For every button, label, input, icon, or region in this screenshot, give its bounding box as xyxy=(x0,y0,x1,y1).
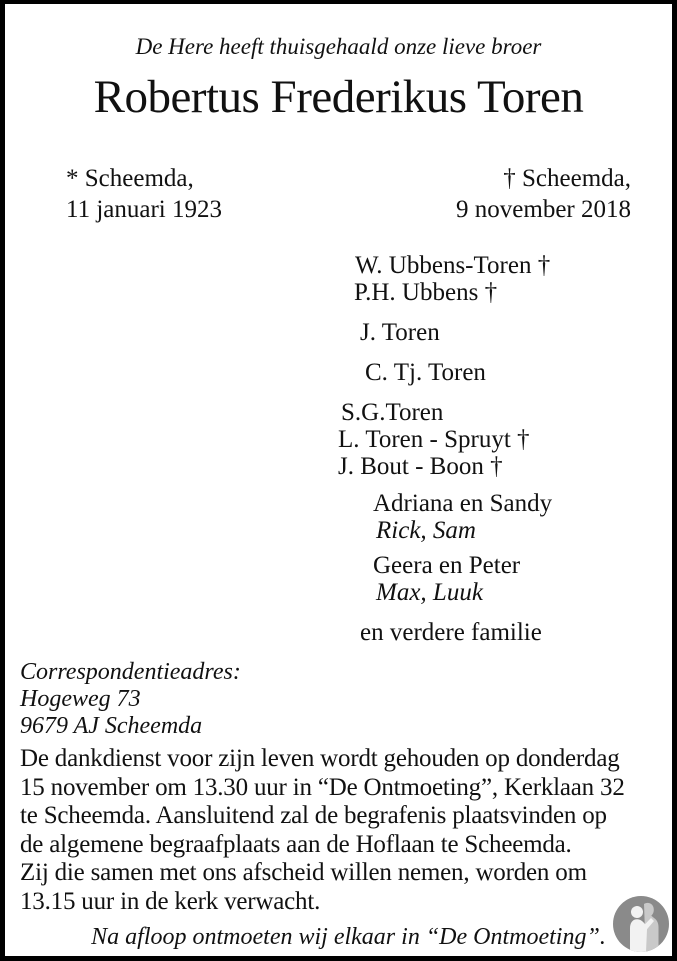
death-date: 9 november 2018 xyxy=(456,196,631,223)
relative-line: J. Bout - Boon † xyxy=(338,453,503,480)
relative-line: P.H. Ubbens † xyxy=(354,279,498,306)
announcement-text xyxy=(20,745,664,916)
announcement-line: de algemene begraafplaats aan de Hoflaan te Scheemda. xyxy=(20,830,572,858)
announcement-line: De dankdienst voor zijn leven wordt gehouden op donderdag xyxy=(20,745,620,772)
relative-line: en verdere familie xyxy=(360,619,542,646)
relative-line: W. Ubbens-Toren † xyxy=(355,252,551,279)
dates-row xyxy=(5,163,672,225)
announcement-line: 15 november om 13.30 uur in “De Ontmoeting”, Kerklaan 32 xyxy=(20,773,625,801)
correspondence-city: 9679 AJ Scheemda xyxy=(20,713,203,739)
birth-date: 11 januari 1923 xyxy=(66,196,222,223)
correspondence-block xyxy=(20,659,672,740)
deceased-name: Robertus Frederikus Toren xyxy=(93,71,584,123)
relative-line: L. Toren - Spruyt † xyxy=(338,426,530,453)
relative-line: Max, Luuk xyxy=(376,579,483,606)
relative-line: Rick, Sam xyxy=(376,517,476,544)
relative-line: C. Tj. Toren xyxy=(365,359,486,386)
relative-line: Adriana en Sandy xyxy=(373,490,553,517)
intro-line: De Here heeft thuisgehaald onze lieve broer xyxy=(135,34,542,59)
embracing-figures-logo xyxy=(613,896,669,952)
relative-line: Geera en Peter xyxy=(373,552,521,579)
announcement-line: te Scheemda. Aansluitend zal de begrafenis plaatsvinden op xyxy=(20,802,607,829)
death-block xyxy=(456,163,631,225)
birth-place: * Scheemda, xyxy=(66,165,194,192)
correspondence-street: Hogeweg 73 xyxy=(20,686,141,712)
closing-line: Na afloop ontmoeten wij elkaar in “De Ontmoeting”. xyxy=(91,924,606,950)
death-place: † Scheemda, xyxy=(503,165,631,192)
relative-line: J. Toren xyxy=(360,319,440,346)
birth-block xyxy=(66,163,222,225)
correspondence-label: Correspondentieadres: xyxy=(20,659,241,685)
relatives-list xyxy=(5,252,672,646)
announcement-line: 13.15 uur in de kerk verwacht. xyxy=(20,887,321,915)
announcement-line: Zij die samen met ons afscheid willen nemen, worden om xyxy=(20,859,587,886)
relative-line: S.G.Toren xyxy=(341,399,444,426)
logo-front-figure-head xyxy=(631,906,643,918)
